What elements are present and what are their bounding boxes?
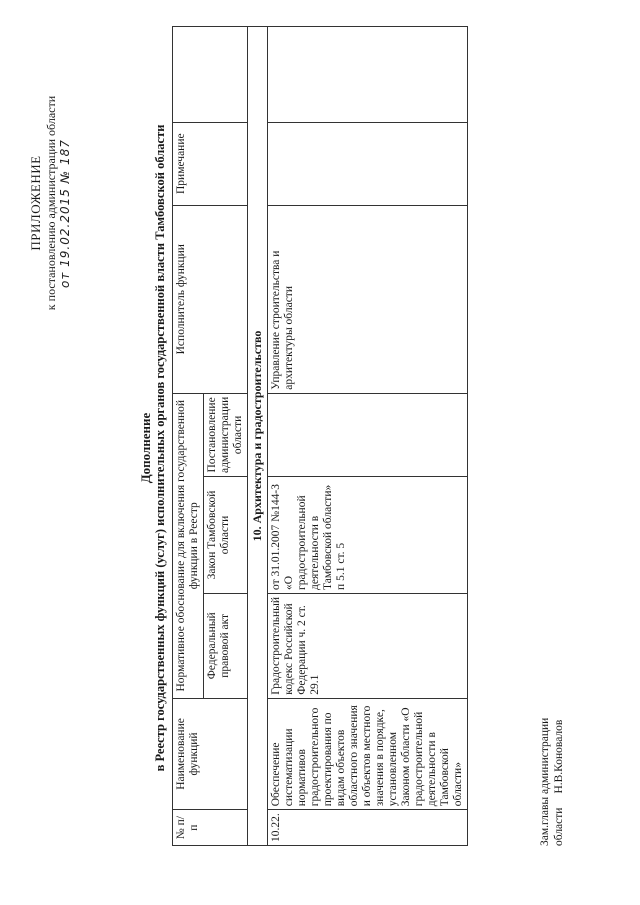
cell-resolution	[268, 393, 468, 476]
signature-position-line1: Зам.главы администрации	[539, 717, 551, 846]
cell-num: 10.22.	[268, 810, 468, 846]
registry-table	[172, 26, 468, 846]
section-row	[248, 27, 268, 846]
cell-function-name: Обеспечение систематизации нормативов градостроительного проектирования по видам объектов областного значения и объектов местного значения в порядке, установленном Законом области «О градостроительной деятельности в Тамбовской области»	[268, 698, 468, 810]
appendix-subtitle: к постановлению администрации области	[44, 95, 58, 311]
signature-position-line2	[552, 718, 566, 846]
appendix-title: ПРИЛОЖЕНИЕ	[28, 155, 43, 251]
header-num: № п/п	[173, 810, 248, 846]
document-title: Дополнение	[138, 412, 153, 484]
document-subtitle: в Реестр государственных функций (услуг) исполнительных органов государственной власти Тамбовской области	[153, 124, 167, 772]
signature-name: Н.В.Коновалов	[553, 719, 565, 794]
document-page	[20, 18, 620, 878]
header-note: Примечание	[173, 122, 248, 205]
handwritten-date-number: от 19.02.2015 № 187	[58, 139, 72, 288]
table-header-row	[173, 27, 204, 846]
section-title: 10. Архитектура и градостроительство	[248, 27, 268, 846]
cell-regional-law: от 31.01.2007 №144-З «О градостроительной деятельности в Тамбовской области» п 5.1 ст. 5	[268, 477, 468, 594]
header-resolution: Постановление администрации области	[204, 393, 248, 476]
signature-position: области	[553, 807, 565, 846]
cell-executor: Управление строительства и архитектуры области	[268, 205, 468, 393]
header-regional-law: Закон Тамбовской области	[204, 477, 248, 594]
header-executor: Исполнитель функции	[173, 205, 248, 393]
cell-federal-act: Градостроительный кодекс Российской Федерации ч. 2 ст. 29.1	[268, 593, 468, 698]
header-normative-basis: Нормативное обоснование для включения государственной функции в Реестр	[173, 393, 204, 698]
cell-note	[268, 122, 468, 205]
table-row	[268, 27, 468, 846]
cell-empty	[268, 27, 468, 123]
header-function-name: Наименование функций	[173, 698, 248, 810]
header-federal-act: Федеральный правовой акт	[204, 593, 248, 698]
signature-block	[538, 718, 566, 846]
header-empty	[173, 27, 248, 123]
